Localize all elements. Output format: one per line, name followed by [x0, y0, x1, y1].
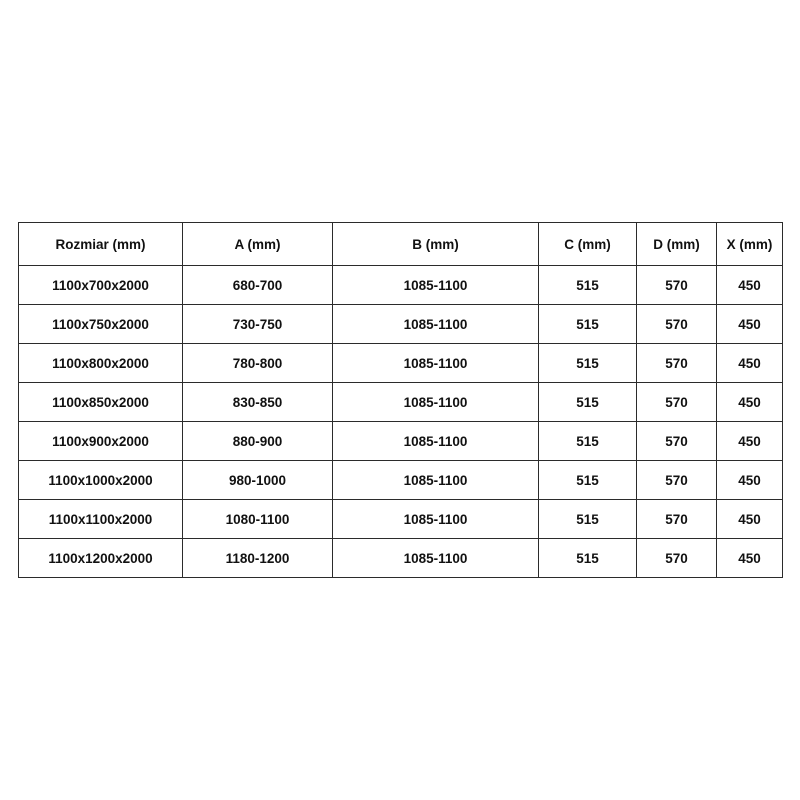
cell-size: 1100x700x2000 — [19, 266, 183, 305]
cell-a: 980-1000 — [183, 461, 333, 500]
column-header-d: D (mm) — [637, 223, 717, 266]
cell-c: 515 — [539, 344, 637, 383]
cell-x: 450 — [717, 344, 783, 383]
size-table-container — [18, 222, 782, 578]
cell-b: 1085-1100 — [333, 344, 539, 383]
cell-c: 515 — [539, 422, 637, 461]
cell-a: 1080-1100 — [183, 500, 333, 539]
table-body — [19, 266, 783, 578]
cell-c: 515 — [539, 461, 637, 500]
cell-d: 570 — [637, 422, 717, 461]
cell-size: 1100x1200x2000 — [19, 539, 183, 578]
table-row — [19, 500, 783, 539]
cell-size: 1100x750x2000 — [19, 305, 183, 344]
table-header — [19, 223, 783, 266]
column-header-b: B (mm) — [333, 223, 539, 266]
cell-b: 1085-1100 — [333, 461, 539, 500]
cell-b: 1085-1100 — [333, 500, 539, 539]
table-row — [19, 422, 783, 461]
column-header-x: X (mm) — [717, 223, 783, 266]
table-row — [19, 383, 783, 422]
cell-d: 570 — [637, 383, 717, 422]
cell-a: 880-900 — [183, 422, 333, 461]
cell-b: 1085-1100 — [333, 305, 539, 344]
cell-b: 1085-1100 — [333, 539, 539, 578]
cell-d: 570 — [637, 539, 717, 578]
cell-x: 450 — [717, 539, 783, 578]
cell-x: 450 — [717, 461, 783, 500]
cell-c: 515 — [539, 539, 637, 578]
cell-a: 1180-1200 — [183, 539, 333, 578]
cell-d: 570 — [637, 266, 717, 305]
column-header-size: Rozmiar (mm) — [19, 223, 183, 266]
cell-x: 450 — [717, 422, 783, 461]
size-table — [18, 222, 783, 578]
cell-c: 515 — [539, 305, 637, 344]
cell-a: 830-850 — [183, 383, 333, 422]
table-row — [19, 305, 783, 344]
cell-size: 1100x900x2000 — [19, 422, 183, 461]
cell-a: 780-800 — [183, 344, 333, 383]
cell-d: 570 — [637, 500, 717, 539]
cell-a: 730-750 — [183, 305, 333, 344]
cell-b: 1085-1100 — [333, 422, 539, 461]
cell-a: 680-700 — [183, 266, 333, 305]
cell-size: 1100x1100x2000 — [19, 500, 183, 539]
cell-b: 1085-1100 — [333, 383, 539, 422]
cell-c: 515 — [539, 383, 637, 422]
cell-size: 1100x1000x2000 — [19, 461, 183, 500]
table-header-row — [19, 223, 783, 266]
cell-x: 450 — [717, 383, 783, 422]
cell-size: 1100x800x2000 — [19, 344, 183, 383]
cell-x: 450 — [717, 305, 783, 344]
table-row — [19, 344, 783, 383]
cell-x: 450 — [717, 500, 783, 539]
cell-d: 570 — [637, 344, 717, 383]
table-row — [19, 461, 783, 500]
cell-c: 515 — [539, 500, 637, 539]
column-header-a: A (mm) — [183, 223, 333, 266]
cell-b: 1085-1100 — [333, 266, 539, 305]
table-row — [19, 266, 783, 305]
table-row — [19, 539, 783, 578]
column-header-c: C (mm) — [539, 223, 637, 266]
cell-d: 570 — [637, 305, 717, 344]
cell-d: 570 — [637, 461, 717, 500]
cell-x: 450 — [717, 266, 783, 305]
cell-size: 1100x850x2000 — [19, 383, 183, 422]
cell-c: 515 — [539, 266, 637, 305]
